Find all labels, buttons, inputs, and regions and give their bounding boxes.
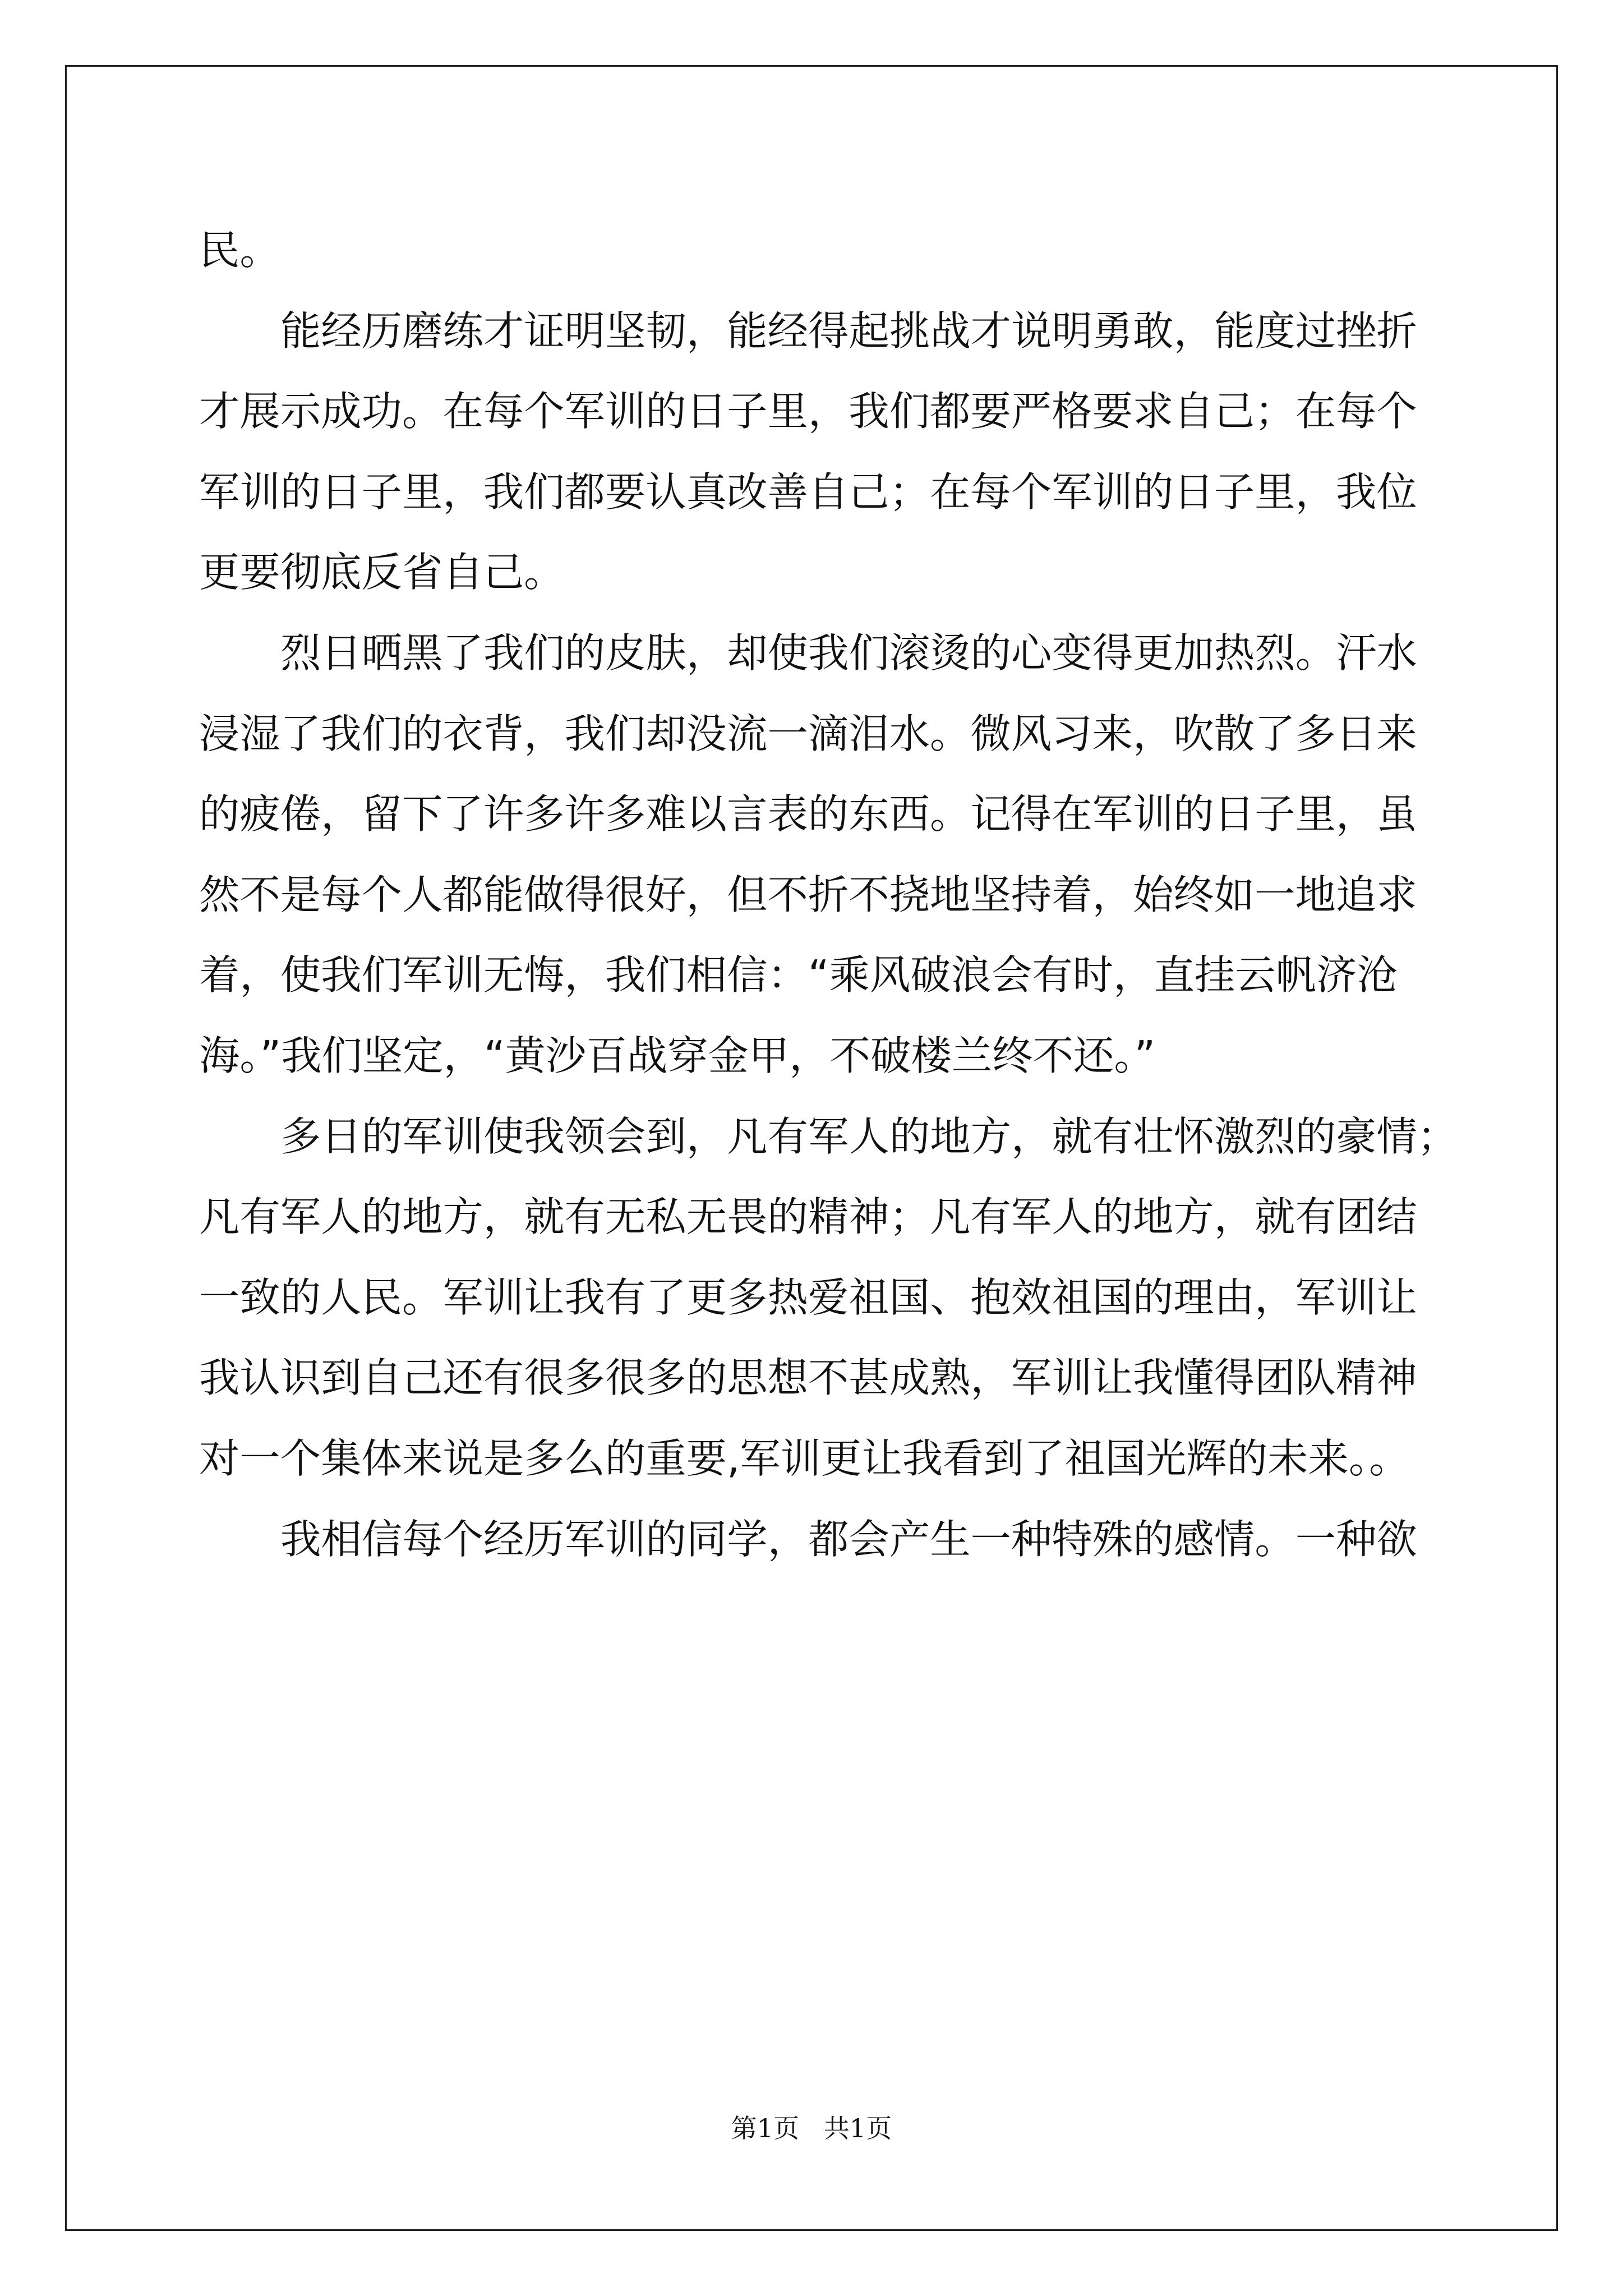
document-body (199, 218, 1458, 1587)
text-line-4: 军训的日子里，我们都要认真改善自己；在每个军训的日子里，我位 (199, 468, 1417, 516)
text-line-1: 民。 (199, 227, 280, 274)
text-line-6: 烈日晒黑了我们的皮肤，却使我们滚烫的心变得更加热烈。汗水 (280, 629, 1417, 677)
text-line-8: 的疲倦，留下了许多许多难以言表的东西。记得在军训的日子里，虽 (199, 791, 1417, 839)
text-line-9: 然不是每个人都能做得很好，但不折不挠地坚持着，始终如一地追求 (199, 871, 1417, 919)
text-line-16: 对一个集体来说是多么的重要,军训更让我看到了祖国光辉的未来。。 (199, 1435, 1410, 1483)
text-line-11: 海。”我们坚定，“黄沙百战穿金甲，不破楼兰终不还。” (199, 1032, 1156, 1080)
text-line-2: 能经历磨练才证明坚韧，能经得起挑战才说明勇敢，能度过挫折 (280, 307, 1417, 355)
text-line-12: 多日的军训使我领会到，凡有军人的地方，就有壮怀激烈的豪情； (280, 1113, 1458, 1161)
text-line-3: 才展示成功。在每个军训的日子里，我们都要严格要求自己；在每个 (199, 388, 1417, 436)
text-line-5: 更要彻底反省自己。 (199, 549, 565, 597)
page-number-footer: 第1页 共1页 (731, 2113, 892, 2143)
text-line-13: 凡有军人的地方，就有无私无畏的精神；凡有军人的地方，就有团结 (199, 1194, 1417, 1241)
text-line-14: 一致的人民。军训让我有了更多热爱祖国、抱效祖国的理由，军训让 (199, 1274, 1417, 1322)
text-line-7: 浸湿了我们的衣背，我们却没流一滴泪水。微风习来，吹散了多日来 (199, 710, 1417, 758)
text-line-17: 我相信每个经历军训的同学，都会产生一种特殊的感情。一种欲 (280, 1516, 1417, 1563)
text-line-10: 着，使我们军训无悔，我们相信：“乘风破浪会有时，直挂云帆济沧 (199, 952, 1398, 1000)
text-line-15: 我认识到自己还有很多很多的思想不甚成熟，军训让我懂得团队精神 (199, 1355, 1417, 1402)
